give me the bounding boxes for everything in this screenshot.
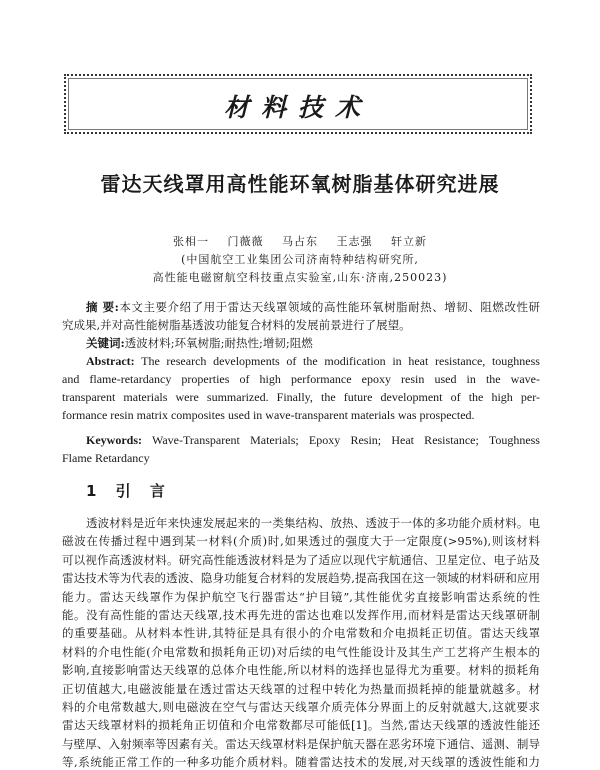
affiliation-line: 高性能电磁窗航空科技重点实验室,山东·济南,250023) bbox=[152, 271, 448, 284]
keywords-en bbox=[86, 433, 540, 448]
section-heading: 1 引 言 bbox=[86, 482, 165, 500]
body-line: 等,系统能正常工作的一种多功能介质材料。随着雷达技术的发展,对天线罩的透波性能和力 bbox=[62, 755, 540, 770]
abstract-cn-label: 摘 要: bbox=[86, 300, 119, 314]
abstract-en-line: formance resin matrix composites used in wave-transparent materials was prospected. bbox=[62, 408, 475, 422]
abstract-cn-text: 本文主要介绍了用于雷达天线罩领域的高性能环氧树脂耐热、增韧、阻燃改性研 bbox=[118, 300, 541, 314]
body-line: 与壁厚、入射频率等因素有关。雷达天线罩材料是保护航天器在恶劣环境下通信、遥测、制导 bbox=[62, 736, 540, 751]
body-line: 雷达技术等为代表的透波、隐身功能复合材料的发展趋势,提高我国在这一领域的材料研和应用 bbox=[62, 571, 540, 586]
body-line: 雷达天线罩材料的损耗角正切值和介电常数都尽可能低[1]。当然,雷达天线罩的透波性能还 bbox=[62, 718, 540, 733]
abstract-en-label: Abstract: bbox=[86, 354, 135, 368]
body-line: 可以视作高透波材料。研究高性能透波材料是为了适应以现代宇航通信、卫星定位、电子站及 bbox=[62, 552, 540, 567]
body-line: 正切值越大,电磁波能量在透过雷达天线罩的过程中转化为热量而损耗掉的能量就越多。材 bbox=[62, 681, 540, 696]
body-line: 材料的介电性能(介电常数和损耗角正切)对后续的电气性能设计及其生产工艺将产生根本的 bbox=[62, 644, 540, 659]
body-line: 影响,直接影响雷达天线罩的总体介电性能,所以材料的选择也显得尤为重要。材料的损耗角 bbox=[62, 663, 540, 678]
abstract-en-line: transparent materials were summarized. Finally, the future development of the high per- bbox=[62, 390, 540, 404]
body-line: 能。没有高性能的雷达天线罩,技术再先进的雷达也难以发挥作用,而材料是雷达天线罩研制 bbox=[62, 608, 540, 622]
section-banner-title: 材料技术 bbox=[223, 93, 372, 122]
keywords-en-text: Wave-Transparent Materials; Epoxy Resin; Heat Resistance; Toughness bbox=[151, 433, 540, 447]
affiliation-line: (中国航空工业集团公司济南特种结构研究所, bbox=[181, 253, 419, 266]
keywords-en-line: Flame Retardancy bbox=[62, 451, 150, 465]
authors: 张相一 门薇薇 马占东 王志强 轩立新 bbox=[173, 235, 427, 248]
keywords-cn-label: 关键词: bbox=[86, 336, 125, 350]
body-line: 能力。雷达天线罩作为保护航空飞行器雷达“护目镜”,其性能优劣直接影响雷达系统的性 bbox=[62, 589, 540, 604]
body-line: 透波材料是近年来快速发展起来的一类集结构、放热、透波于一体的多功能介质材料。电 bbox=[86, 516, 540, 530]
paper-title: 雷达天线罩用高性能环氧树脂基体研究进展 bbox=[100, 172, 500, 196]
abstract-en-text: The research developments of the modification in heat resistance, toughness bbox=[141, 354, 540, 368]
keywords-cn bbox=[86, 336, 540, 351]
abstract-cn-line: 究成果,并对高性能树脂基透波功能复合材料的发展前景进行了展望。 bbox=[62, 318, 411, 332]
body-line: 料的介电常数越大,则电磁波在空气与雷达天线罩介质壳体分界面上的反射就越大,这就要求 bbox=[62, 700, 540, 714]
keywords-en-label: Keywords: bbox=[86, 433, 142, 447]
section-banner bbox=[64, 74, 532, 134]
keywords-cn-text: 透波材料;环氧树脂;耐热性;增韧;阻燃 bbox=[124, 336, 313, 350]
abstract-cn-line bbox=[86, 300, 540, 315]
body-line: 的重要基础。从材料本性讲,其特征是具有很小的介电常数和介电损耗正切值。雷达天线罩 bbox=[62, 626, 540, 641]
abstract-en-line: and flame-retardancy properties of high performance epoxy resin used in the wave- bbox=[62, 372, 540, 386]
abstract-en-line bbox=[86, 354, 540, 369]
body-line: 磁波在传播过程中遇到某一材料(介质)时,如果透过的强度大于一定限度(>95%),则该材料 bbox=[62, 534, 540, 549]
